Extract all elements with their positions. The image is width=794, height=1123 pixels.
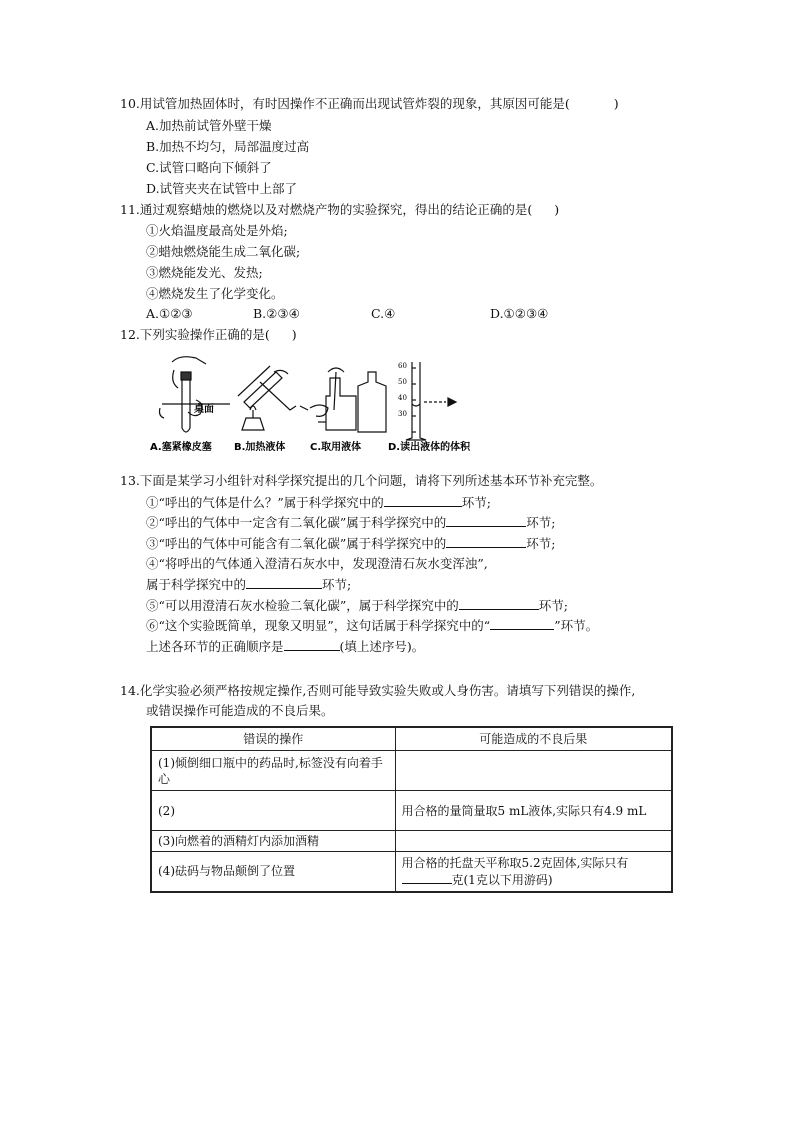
q11-option-a: A.①②③ — [146, 306, 193, 321]
table-row — [151, 791, 672, 831]
q11-option-d: D.①②③④ — [490, 306, 549, 321]
table-row — [151, 831, 672, 852]
q10-option-a: A.加热前试管外壁干燥 — [146, 118, 272, 133]
table-row — [151, 751, 672, 791]
q13-line-3: ③“呼出的气体中可能含有二氧化碳”属于科学探究中的 环节; — [146, 536, 556, 551]
q11-item-1: ①火焰温度最高处是外焰; — [146, 223, 288, 238]
figure-c-dropper — [310, 368, 386, 432]
q13-blank-7[interactable] — [284, 638, 340, 651]
table-header-row — [151, 727, 672, 751]
row-2-operation[interactable]: (2) — [151, 791, 395, 831]
q13-blank-4[interactable] — [246, 576, 322, 589]
q13-blank-2[interactable] — [446, 514, 526, 527]
q12-figure — [150, 352, 480, 462]
figure-caption-a: A.塞紧橡皮塞 — [150, 442, 212, 453]
q12-stem-text: 12.下列实验操作正确的是( — [120, 327, 270, 342]
q13-stem: 13.下面是某学习小组针对科学探究提出的几个问题，请将下列所述基本环节补充完整。 — [120, 473, 603, 488]
q10-stem — [120, 96, 619, 112]
figure-a-tube-stopper — [160, 357, 231, 432]
q10-option-c: C.试管口略向下倾斜了 — [146, 160, 272, 175]
row-1-operation: (1)倾倒细口瓶中的药品时,标签没有向着手心 — [151, 751, 395, 791]
cylinder-tick-50: 50 — [398, 378, 407, 386]
row-4-operation: (4)砝码与物品颠倒了位置 — [151, 852, 395, 892]
q10-stem-text: 10.用试管加热固体时，有时因操作不正确而出现试管炸裂的现象，其原因可能是( — [120, 96, 570, 111]
row-1-consequence-blank[interactable] — [395, 751, 672, 791]
figure-d-cylinder — [406, 362, 456, 440]
q10-option-b: B.加热不均匀，局部温度过高 — [146, 139, 310, 154]
q13-line-2: ②“呼出的气体中一定含有二氧化碳”属于科学探究中的 环节; — [146, 515, 556, 530]
cylinder-tick-30: 30 — [398, 410, 407, 418]
figure-caption-c: C.取用液体 — [310, 442, 362, 453]
q14-stem-1: 14.化学实验必须严格按规定操作,否则可能导致实验失败或人身伤害。请填写下列错误的操作, — [120, 683, 636, 698]
q13-blank-6[interactable] — [490, 617, 554, 630]
q13-line-8: 上述各环节的正确顺序是 (填上述序号)。 — [146, 639, 425, 654]
q11-stem — [120, 202, 559, 218]
q11-option-c: C.④ — [371, 306, 396, 321]
cylinder-tick-40: 40 — [398, 394, 407, 402]
q13-line-1: ①“呼出的气体是什么？”属于科学探究中的 环节; — [146, 495, 492, 510]
q10-option-d: D.试管夹夹在试管中上部了 — [146, 181, 298, 196]
q14-stem-2: 或错误操作可能造成的不良后果。 — [146, 703, 334, 718]
row-3-operation: (3)向燃着的酒精灯内添加酒精 — [151, 831, 395, 852]
q13-blank-5[interactable] — [459, 597, 539, 610]
q13-line-5: 属于科学探究中的 环节; — [146, 577, 352, 592]
cylinder-tick-60: 60 — [398, 362, 407, 370]
table-row — [151, 852, 672, 892]
q14-blank-grams[interactable] — [402, 871, 452, 884]
q13-line-6: ⑤“可以用澄清石灰水检验二氧化碳”，属于科学探究中的 环节; — [146, 598, 569, 613]
table-header-consequence: 可能造成的不良后果 — [395, 727, 672, 751]
q12-stem — [120, 327, 297, 343]
row-4-consequence: 用合格的托盘天平称取5.2克固体,实际只有克(1克以下用游码) — [395, 852, 672, 892]
row-2-consequence: 用合格的量筒量取5 mL液体,实际只有4.9 mL — [395, 791, 672, 831]
q13-line-7: ⑥“这个实验既简单，现象又明显”，这句话属于科学探究中的“ ”环节。 — [146, 618, 599, 633]
figure-b-heating — [238, 366, 308, 430]
figure-caption-d: D.读出液体的体积 — [388, 442, 471, 453]
row-3-consequence-blank[interactable] — [395, 831, 672, 852]
q11-item-2: ②蜡烛燃烧能生成二氧化碳; — [146, 244, 301, 259]
figure-desk-label: 桌面 — [194, 404, 214, 415]
q11-item-3: ③燃烧能发光、发热; — [146, 265, 263, 280]
q12-stem-end: ) — [291, 327, 297, 342]
q11-option-b: B.②③④ — [253, 306, 300, 321]
q11-stem-end: ) — [554, 202, 560, 217]
q13-line-4: ④“将呼出的气体通入澄清石灰水中，发现澄清石灰水变浑浊”, — [146, 556, 488, 571]
q11-stem-text: 11.通过观察蜡烛的燃烧以及对燃烧产物的实验探究，得出的结论正确的是( — [120, 202, 533, 217]
q13-blank-3[interactable] — [446, 535, 526, 548]
table-header-operation: 错误的操作 — [151, 727, 395, 751]
q14-table — [150, 726, 673, 893]
figure-caption-b: B.加热液体 — [234, 442, 286, 453]
q13-blank-1[interactable] — [384, 494, 462, 507]
q10-stem-end: ) — [613, 96, 619, 111]
q11-item-4: ④燃烧发生了化学变化。 — [146, 286, 284, 301]
